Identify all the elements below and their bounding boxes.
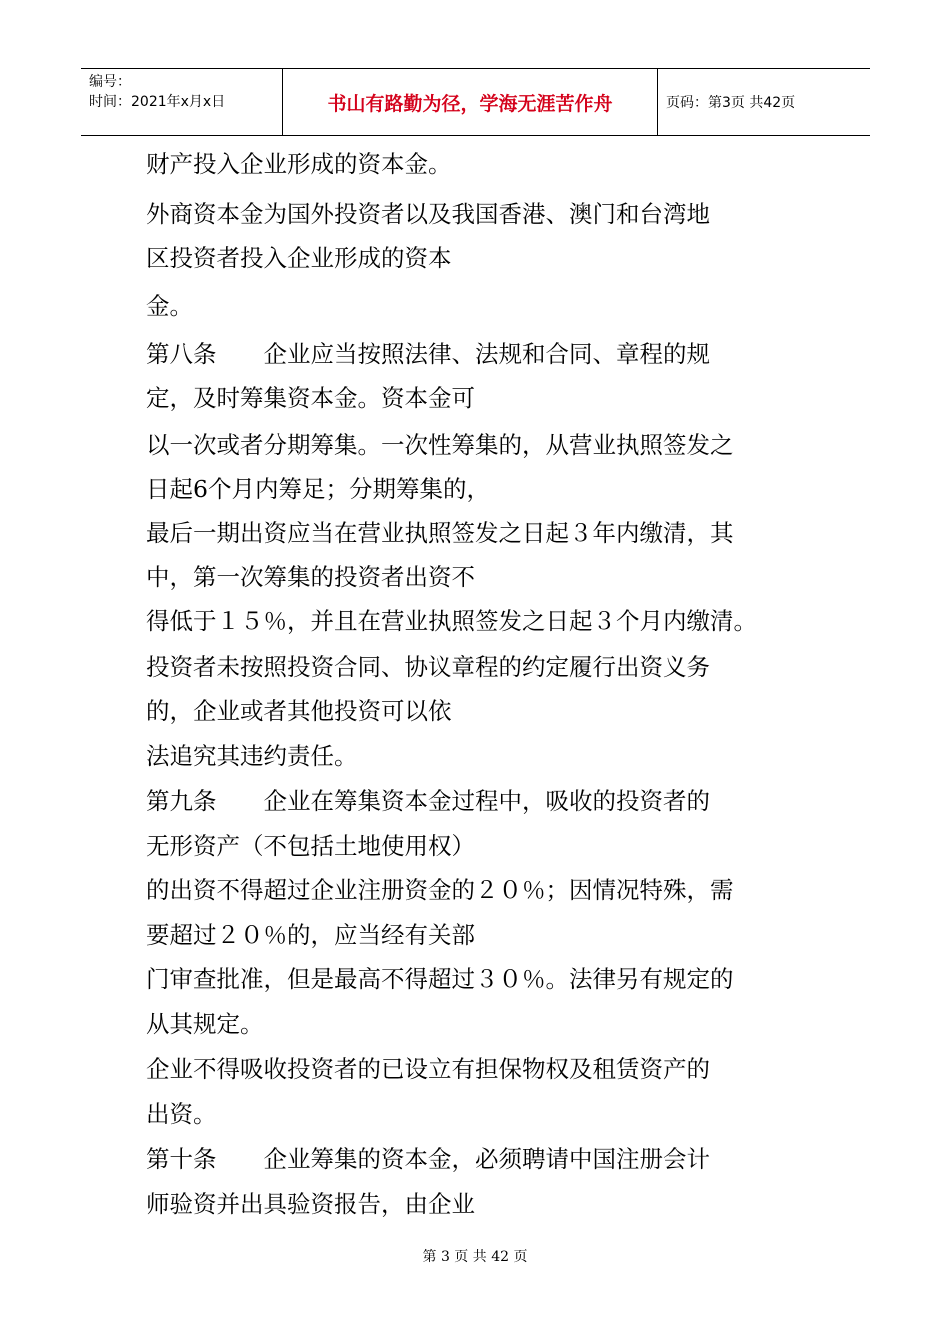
text-line: 得低于１５％，并且在营业执照签发之日起３个月内缴清。 [146, 607, 757, 635]
header-info-cell [81, 69, 283, 135]
doc-number-label: 编号： [89, 74, 131, 90]
text-line: 无形资产（不包括土地使用权） [146, 832, 475, 860]
text-line: 外商资本金为国外投资者以及我国香港、澳门和台湾地 [146, 200, 710, 228]
text-line: 师验资并出具验资报告，由企业 [146, 1190, 475, 1218]
page-header [81, 68, 870, 136]
text-line: 以一次或者分期筹集。一次性筹集的，从营业执照签发之 [146, 431, 734, 459]
text-line: 要超过２０％的，应当经有关部 [146, 921, 475, 949]
text-line: 最后一期出资应当在营业执照签发之日起３年内缴清，其 [146, 519, 734, 547]
text-line: 企业不得吸收投资者的已设立有担保物权及租赁资产的 [146, 1055, 710, 1083]
text-line: 区投资者投入企业形成的资本 [146, 244, 452, 272]
header-motto: 书山有路勤为径，学海无涯苦作舟 [283, 69, 658, 135]
text-line: 的出资不得超过企业注册资金的２０％；因情况特殊，需 [146, 876, 734, 904]
text-line: 出资。 [146, 1100, 217, 1128]
text-line: 第八条 企业应当按照法律、法规和合同、章程的规 [146, 340, 710, 368]
text-line: 法追究其违约责任。 [146, 742, 358, 770]
text-line: 投资者未按照投资合同、协议章程的约定履行出资义务 [146, 653, 710, 681]
text-line: 第九条 企业在筹集资本金过程中，吸收的投资者的 [146, 787, 710, 815]
text-line: 中，第一次筹集的投资者出资不 [146, 563, 475, 591]
text-line: 定，及时筹集资本金。资本金可 [146, 384, 475, 412]
text-line: 从其规定。 [146, 1010, 264, 1038]
doc-time-label: 时间：2021年x月x日 [89, 94, 226, 110]
text-line: 门审查批准，但是最高不得超过３０％。法律另有规定的 [146, 965, 734, 993]
text-line: 的，企业或者其他投资可以依 [146, 697, 452, 725]
text-line: 日起6个月内筹足；分期筹集的， [146, 475, 490, 503]
text-line: 金。 [146, 292, 193, 320]
text-line: 第十条 企业筹集的资本金，必须聘请中国注册会计 [146, 1145, 710, 1173]
text-line: 财产投入企业形成的资本金。 [146, 150, 452, 178]
page-footer: 第 3 页 共 42 页 [422, 1249, 528, 1265]
header-page-label: 页码：第3页 共42页 [666, 95, 796, 111]
